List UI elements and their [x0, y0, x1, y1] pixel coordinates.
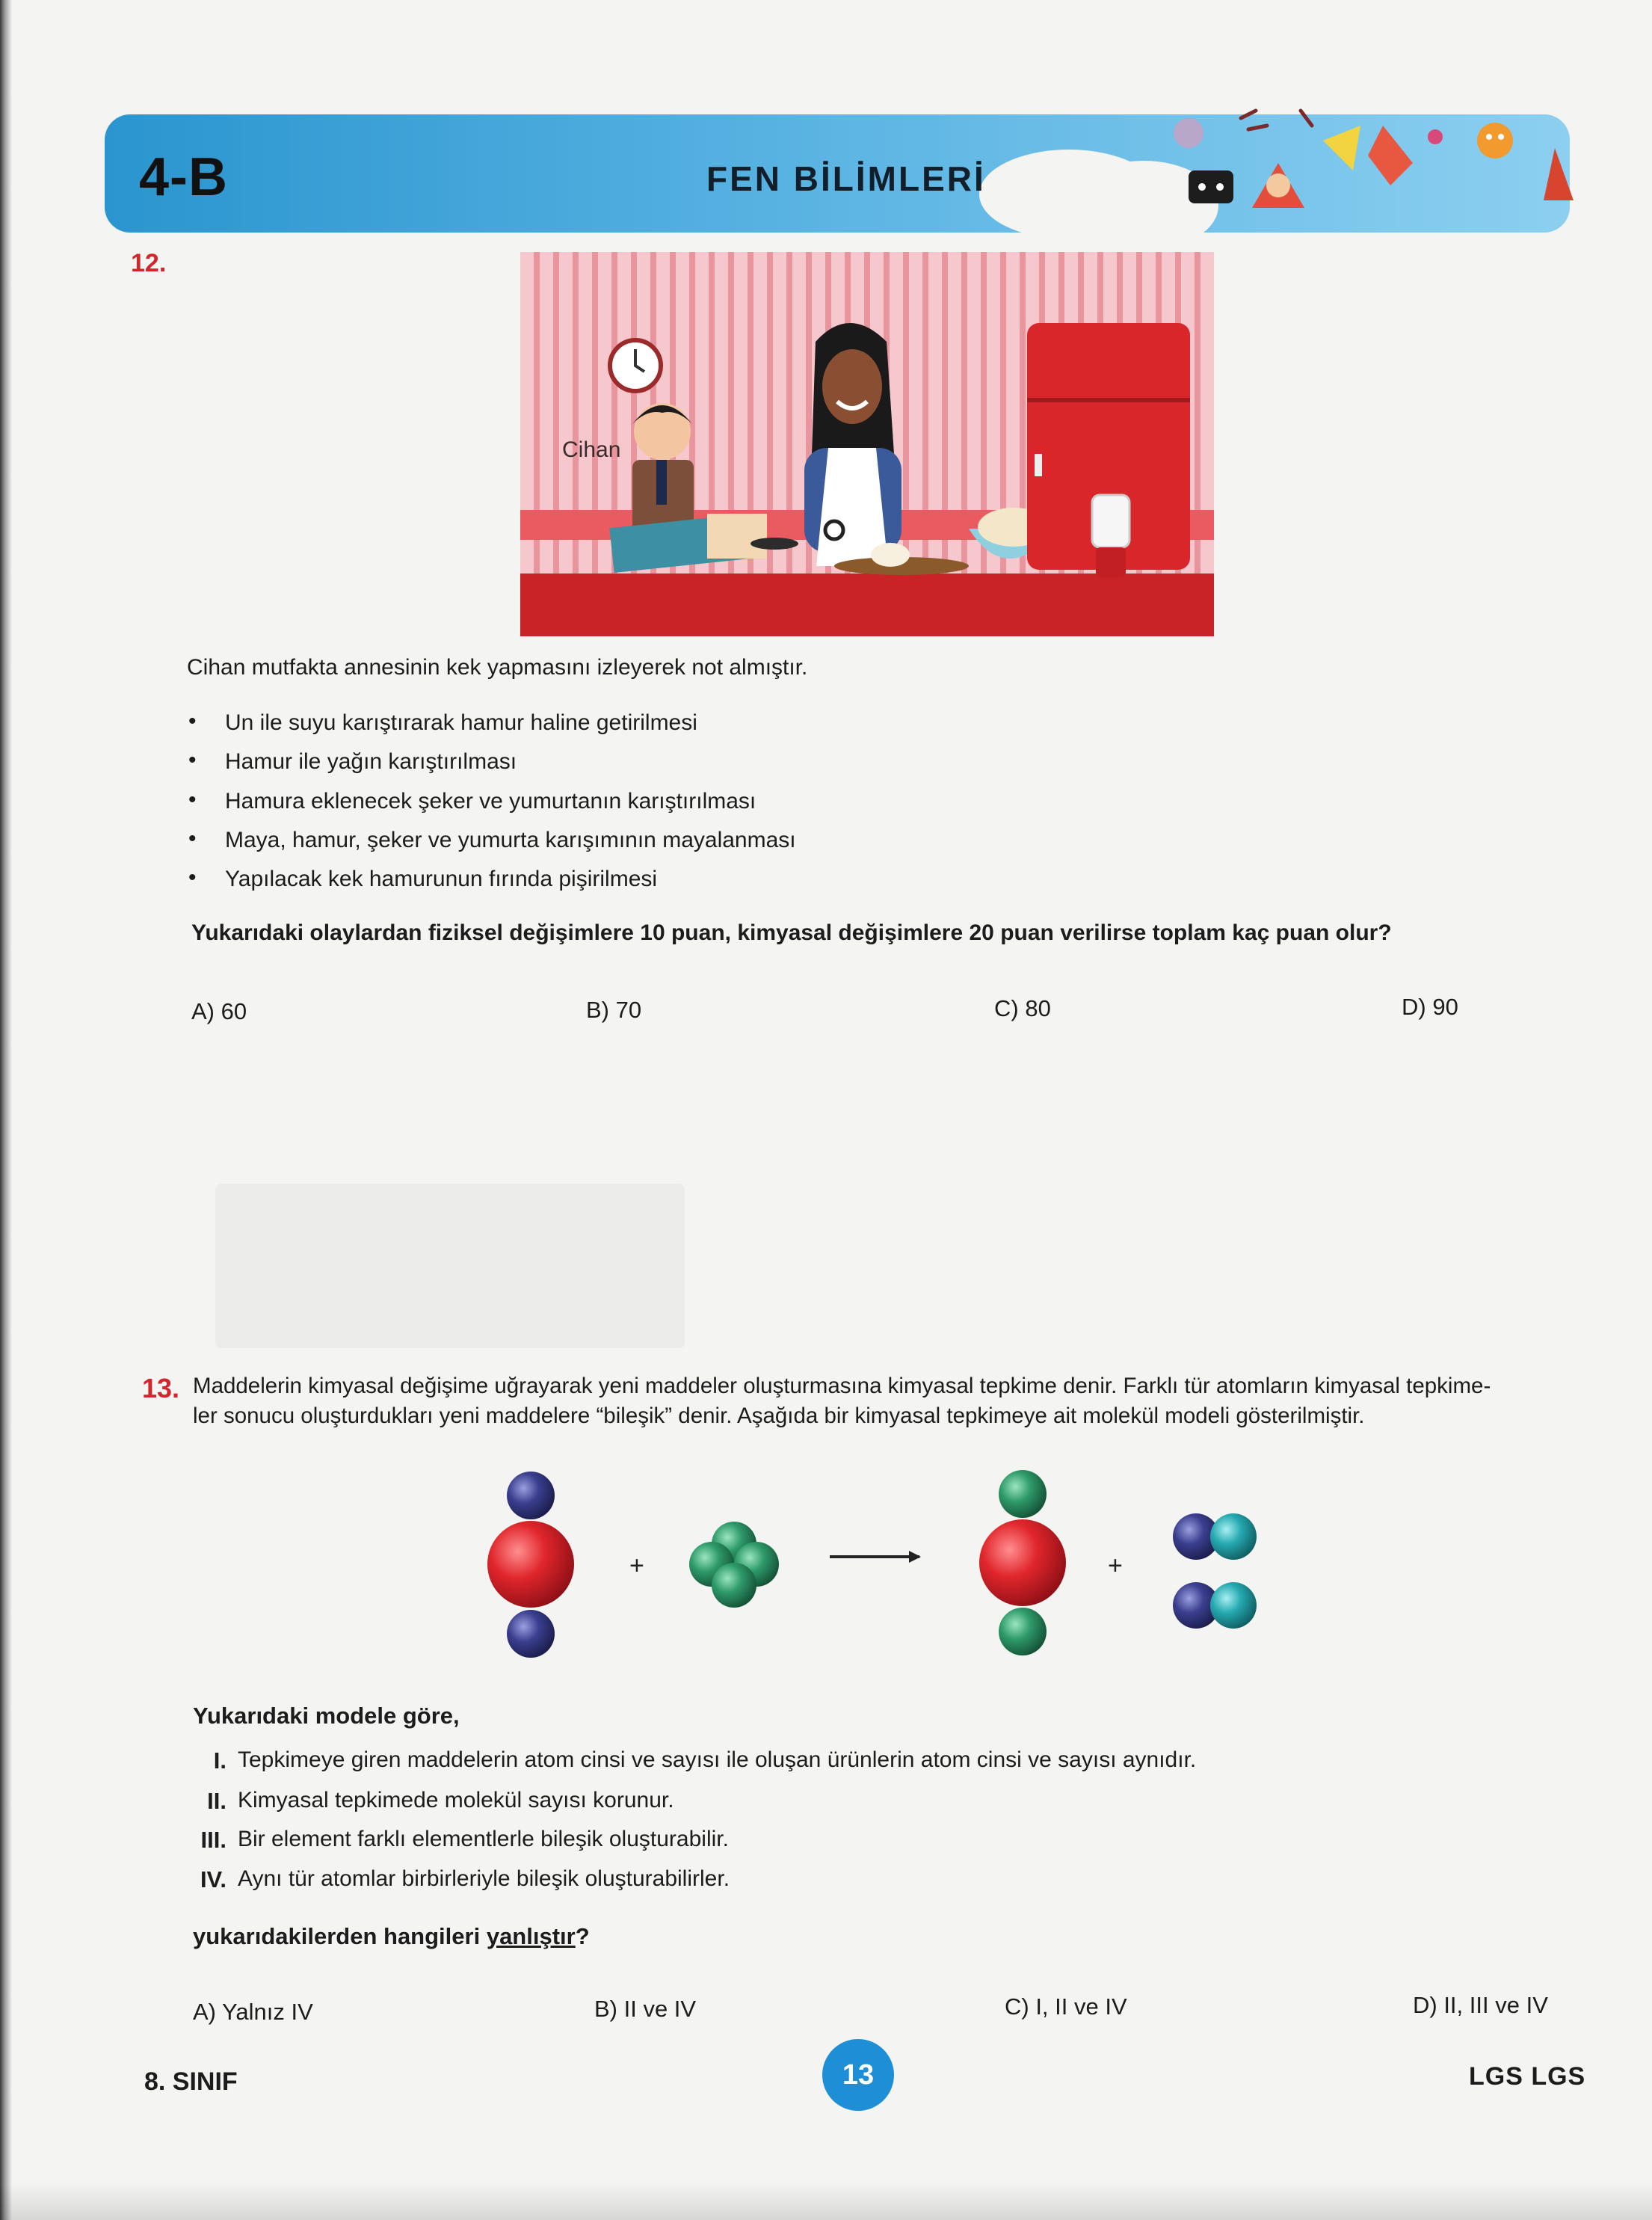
q12-intro: Cihan mutfakta annesinin kek yapmasını izleyerek not almıştır. [187, 655, 808, 680]
q13-intro-line1: Maddelerin kimyasal değişime uğrayarak yeni maddeler oluşturmasına kimyasal tepkime denir. Farklı tür atomların kimyasal tepkime- [193, 1374, 1491, 1398]
statement-roman: III. [200, 1827, 226, 1853]
globe-icon [1174, 118, 1203, 148]
question-underlined-word: yanlıştır [486, 1923, 576, 1949]
mother-figure [804, 323, 901, 566]
bullet-dot: • [188, 865, 197, 890]
q13-question [193, 1923, 590, 1950]
answer-option-a[interactable]: A) Yalnız IV [193, 1999, 313, 2025]
flower-icon [1428, 129, 1443, 144]
plus-sign: + [629, 1552, 644, 1580]
page-number-badge: 13 [822, 2039, 894, 2111]
list-item: Maya, hamur, şeker ve yumurta karışımının mayalanması [225, 828, 796, 852]
triangle-ruler-icon [1323, 126, 1360, 170]
grade-label: 8. SINIF [144, 2067, 238, 2096]
statement-text: Tepkimeye giren maddelerin atom cinsi ve sayısı ile oluşan ürünlerin atom cinsi ve sayısı aynıdır. [238, 1747, 1197, 1772]
answer-option-d[interactable]: D) 90 [1402, 994, 1458, 1020]
list-item: Hamur ile yağın karıştırılması [225, 749, 517, 774]
blender [1092, 495, 1129, 547]
series-logo: LGS LGS [1469, 2062, 1586, 2091]
q12-question: Yukarıdaki olaylardan fiziksel değişimlere 10 puan, kimyasal değişimlere 20 puan verilirse toplam kaç puan olur? [191, 920, 1392, 945]
answer-option-c[interactable]: C) I, II ve IV [1005, 1993, 1127, 2020]
reactant-molecule-1 [487, 1472, 574, 1658]
list-item: Hamura eklenecek şeker ve yumurtanın karıştırılması [225, 789, 756, 814]
lightbulb-character-icon [1477, 123, 1513, 159]
bullet-dot: • [188, 787, 197, 812]
answer-option-c[interactable]: C) 80 [994, 995, 1051, 1021]
reactant-molecule-2 [689, 1522, 779, 1608]
molecule-reaction-model [463, 1458, 1286, 1667]
question-suffix: ? [575, 1923, 590, 1949]
pencil-character-icon [1544, 148, 1574, 200]
bullet-dot: • [188, 748, 197, 772]
boy-figure [609, 403, 767, 573]
answer-option-a[interactable]: A) 60 [191, 998, 247, 1024]
q13-model-lead: Yukarıdaki modele göre, [193, 1703, 460, 1729]
kitchen-counter [520, 574, 1214, 636]
question-number: 12. [131, 249, 167, 277]
statement-roman: IV. [200, 1866, 226, 1892]
kitchen-illustration [520, 252, 1214, 636]
image-label-cihan: Cihan [562, 437, 621, 462]
dough-ball [871, 543, 910, 567]
answer-option-b[interactable]: B) II ve IV [594, 1996, 697, 2022]
statement-roman: I. [213, 1747, 226, 1774]
list-item: Un ile suyu karıştırarak hamur haline getirilmesi [225, 710, 697, 735]
robot-icon [1189, 170, 1233, 203]
unit-code: 4-B [139, 147, 229, 207]
subject-title: FEN BİLİMLERİ [706, 159, 986, 198]
header-decoration-illustration [1166, 96, 1585, 238]
reaction-arrow [830, 1551, 921, 1563]
answer-option-d[interactable]: D) II, III ve IV [1413, 1992, 1548, 2018]
list-item: Yapılacak kek hamurunun fırında pişirilmesi [225, 867, 658, 891]
page-bottom-shadow [0, 2183, 1652, 2220]
question-number: 13. [142, 1373, 180, 1403]
statement-text: Kimyasal tepkimede molekül sayısı korunur. [238, 1788, 674, 1812]
q13-intro-line2: ler sonucu oluşturdukları yeni maddelere “bileşik” denir. Aşağıda bir kimyasal tepkimeye ait molekül modeli gösterilmiştir. [193, 1403, 1365, 1428]
product-molecules-2 [1173, 1513, 1257, 1629]
page-edge-shadow [0, 0, 12, 2220]
faded-print-area [215, 1184, 685, 1348]
statement-roman: II. [207, 1788, 226, 1814]
statement-text: Aynı tür atomlar birbirleriyle bileşik oluşturabilirler. [238, 1866, 730, 1891]
product-molecule-1 [979, 1470, 1066, 1655]
letter-a-icon [1368, 126, 1413, 185]
answer-option-b[interactable]: B) 70 [586, 997, 642, 1023]
bullet-dot: • [188, 709, 197, 734]
bullet-dot: • [188, 826, 197, 851]
question-prefix: yukarıdakilerden hangileri [193, 1923, 487, 1949]
plus-sign: + [1108, 1552, 1123, 1580]
statement-text: Bir element farklı elementlerle bileşik oluşturabilir. [238, 1827, 729, 1851]
